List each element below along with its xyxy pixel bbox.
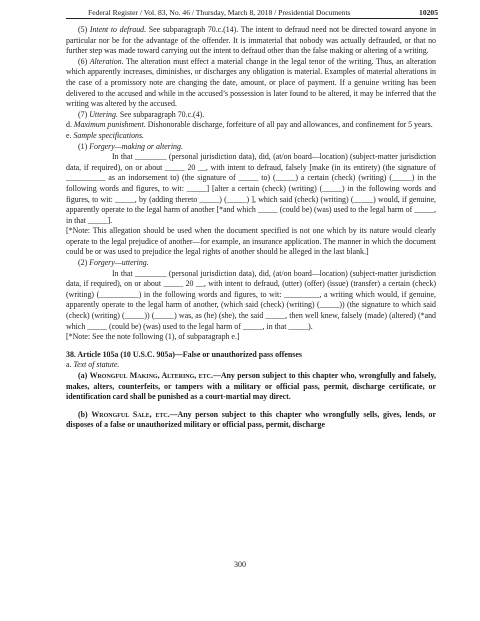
footer-page-number: 300 xyxy=(234,560,246,569)
page-header xyxy=(66,7,438,19)
header-page-number: 10205 xyxy=(419,8,438,17)
text-run: Maximum punishment. xyxy=(73,120,146,130)
text-run: [*Note: This allegation should be used when the document specified is not one which by its nature would clearly operate to the legal prejudice of another—for example, an insurance application. The manner in which the document could be or was used to prejudice the legal rights of another should be alleged in the last blank.] xyxy=(66,226,436,257)
paragraph xyxy=(66,410,436,431)
text-run: See subparagraph 70.c.(14). The intent to defraud need not be directed toward anyone in particular nor be for the advantage of the offender. It is immaterial that nobody was actually defrauded, or that no further step was made toward carrying out the intent to defraud other than the false making or altering of a writing. xyxy=(66,25,436,56)
text-run: See subparagraph 70.c.(4). xyxy=(117,109,205,119)
text-run: d. xyxy=(66,120,74,130)
text-run: 38. Article 105a (10 U.S.C. 905a)—False or unauthorized pass offenses xyxy=(66,349,302,359)
paragraph xyxy=(66,360,436,371)
paragraph xyxy=(66,350,436,361)
text-run: Forgery—making or altering. xyxy=(89,141,183,151)
text-run: Sample specifications. xyxy=(73,130,145,140)
text-run: Text of statute. xyxy=(73,360,120,370)
text-run: In that ________ (personal jurisdiction data), did, (at/on board—location) (subject-matter jurisdiction data, if required), on or about _____ 20 __, with intent to defraud, (utter) (offer) (issue) (transfer) a certain (check) (writing) (__________) in the following words and figures, to wit: _________, a writing which would, if genuine, apparently operate to the legal harm of another, (which said (check) (writing) (_____)) (the signature to which said (check) (writing) (_____)) (_____) was, as (he) (she), the said _____, then well knew, falsely (made) (altered) (*and which _____ (could be) (was) used to the legal harm of _____, in that _____). xyxy=(66,268,436,331)
text-run: —Any person subject to this chapter who, wrongfully and falsely, makes, alters, counterfeits, or tampers with a military or official pass, permit, discharge certificate, or identification card shall be punished as a court-martial may direct. xyxy=(66,371,436,402)
text-run: (5) xyxy=(78,25,90,34)
paragraph xyxy=(66,131,436,142)
paragraph xyxy=(66,110,436,121)
text-run: (2) xyxy=(78,258,90,268)
paragraph xyxy=(66,269,436,333)
paragraph xyxy=(66,371,436,403)
document-body xyxy=(66,25,436,431)
text-run: —Any person subject to this chapter who wrongfully sells, gives, lends, or disposes of a false or unauthorized military or official pass, permit, discharge xyxy=(66,409,436,430)
text-run: [*Note: See the note following (1), of subparagraph e.] xyxy=(66,332,240,342)
paragraph xyxy=(66,152,436,226)
paragraph xyxy=(66,332,436,343)
text-run: (1) xyxy=(78,141,90,151)
text-run: (6) xyxy=(78,56,90,66)
header-title: Federal Register / Vol. 83, No. 46 / Thursday, March 8, 2018 / Presidential Documents xyxy=(88,8,351,17)
text-run: In that ________ (personal jurisdiction data), did, (at/on board—location) (subject-matter jurisdiction data, if required), on or about _____ 20 __, with intent to defraud, falsely [make (in its entirety) (the signature of __________ as an indorsement to) (the signature of _____ to) (_____) a certain (check) (writing) (_____) in the following words and figures, to wit: _____] [alter a certain (check) (writing) (_____) in the following words and figures, to wit: _____, by (adding thereto _____) (_____) ], which said (check) (writing) (_____) would, if genuine, apparently operate to the legal harm of another [*and which _____ (could be) (was) used to the legal harm of _____, in that _____]. xyxy=(66,152,436,225)
text-run: The alteration must effect a material change in the legal tenor of the writing. Thus, an alteration which apparently increases, diminishes, or discharges any obligation is material. Examples of material alterations in the case of a promissory note are changing the date, amount, or place of payment. If a genuine writing has been delivered to the accused and while in the accused’s possession is later found to be altered, it may be inferred that the writing was altered by the accused. xyxy=(66,56,436,109)
paragraph xyxy=(66,142,436,153)
paragraph xyxy=(66,57,436,110)
text-run: (a) xyxy=(78,371,90,380)
text-run: Alteration. xyxy=(89,56,124,66)
paragraph xyxy=(66,120,436,131)
paragraph xyxy=(66,226,436,258)
text-run: Forgery—uttering. xyxy=(89,258,149,268)
text-run: Wrongful Sale, etc. xyxy=(91,409,170,419)
page-footer xyxy=(0,560,480,569)
paragraph xyxy=(66,25,436,57)
text-run: (7) xyxy=(78,109,90,119)
text-run: e. xyxy=(66,130,74,140)
text-run: Intent to defraud. xyxy=(89,25,147,34)
text-run: Wrongful Making, Altering, etc. xyxy=(89,371,213,380)
text-run: (b) xyxy=(78,409,92,419)
text-run: a. xyxy=(66,360,74,370)
text-run: Dishonorable discharge, forfeiture of all pay and allowances, and confinement for 5 years. xyxy=(145,120,433,130)
text-run: Uttering. xyxy=(89,109,118,119)
paragraph xyxy=(66,258,436,269)
